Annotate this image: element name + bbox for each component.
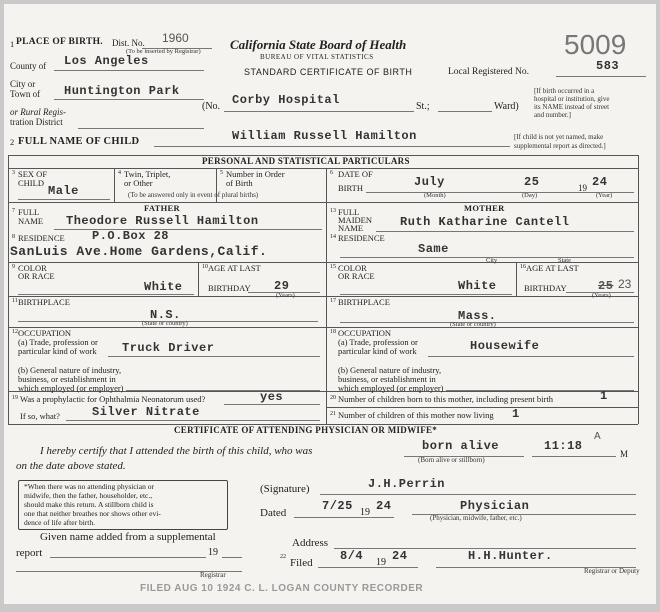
field-number-10: 10 xyxy=(202,264,208,270)
dist-no-value: 1960 xyxy=(162,31,189,45)
mother-name-label-1: FULL xyxy=(338,207,360,217)
mother-birthplace: Mass. xyxy=(458,309,497,323)
month-caption: (Month) xyxy=(424,192,446,199)
registrar-caption: Registrar xyxy=(200,571,226,579)
mother-occupation-label: OCCUPATION xyxy=(338,328,392,338)
date-label-1: DATE OF xyxy=(338,169,373,179)
hospital-note-4: and number.] xyxy=(534,111,571,119)
mother-years-caption: (Years) xyxy=(592,292,611,299)
sex-value: Male xyxy=(48,184,79,198)
mother-birthday-label: BIRTHDAY xyxy=(524,283,567,293)
field-number-21: 21 xyxy=(330,411,336,417)
father-occ-b-3: which employed (or employer) xyxy=(18,383,124,393)
rural-label-2: tration District xyxy=(10,117,63,127)
birth-year-prefix: 19 xyxy=(578,183,587,193)
father-name-label-2: NAME xyxy=(18,216,44,226)
prophylactic-what: Silver Nitrate xyxy=(92,405,200,419)
mother-occ-b-1: (b) General nature of industry, xyxy=(338,365,442,375)
father-birthday-label: BIRTHDAY xyxy=(208,283,251,293)
mother-name: Ruth Katharine Cantell xyxy=(400,215,570,229)
father-residence-label: RESIDENCE xyxy=(18,233,65,243)
father-occ-a-1: (a) Trade, profession or xyxy=(18,337,98,347)
mother-occ-b-3: which employed (or employer) xyxy=(338,383,444,393)
hospital-note-1: [If birth occurred in a xyxy=(534,87,595,95)
children-living-label: Number of children of this mother now living xyxy=(338,410,494,420)
father-occ-b-2: business, or establishment in xyxy=(18,374,116,384)
order-label-1: Number in Order xyxy=(226,169,285,179)
field-number-13: 13 xyxy=(330,208,336,214)
mother-name-label-3: NAME xyxy=(338,223,364,233)
agency-title: California State Board of Health xyxy=(230,37,407,52)
father-state-caption: (State or country) xyxy=(142,320,188,327)
certificate-title: CERTIFICATE OF ATTENDING PHYSICIAN OR MIDWIFE* xyxy=(174,425,438,435)
field-number-16: 16 xyxy=(520,264,526,270)
father-residence-line2: SanLuis Ave.Home Gardens,Calif. xyxy=(10,244,268,259)
full-name-child-label: FULL NAME OF CHILD xyxy=(18,136,140,147)
father-age: 29 xyxy=(274,279,290,293)
father-residence-line1: P.O.Box 28 xyxy=(92,229,170,243)
place-of-birth-label: PLACE OF BIRTH. xyxy=(16,37,103,47)
prophylactic-what-label: If so, what? xyxy=(20,411,60,421)
certifier-title-caption: (Physician, midwife, father, etc.) xyxy=(430,514,522,522)
local-registered-label: Local Registered No. xyxy=(448,67,529,77)
ward-label: Ward) xyxy=(494,101,519,112)
sex-label-2: CHILD xyxy=(18,178,44,188)
certificate-statement-2: on the date above stated. xyxy=(16,460,126,472)
year-caption: (Year) xyxy=(596,192,613,199)
field-number-14: 14 xyxy=(330,234,336,240)
father-occupation: Truck Driver xyxy=(122,341,215,355)
mother-age-struck: 25 xyxy=(598,279,614,293)
mother-occ-b-2: business, or establishment in xyxy=(338,374,436,384)
certificate-note-1: *When there was no attending physician or xyxy=(24,482,154,491)
date-label-2: BIRTH xyxy=(338,183,363,193)
sex-label-1: SEX OF xyxy=(18,169,48,179)
filing-stamp: FILED AUG 10 1924 C. L. LOGAN COUNTY RECORDER xyxy=(140,583,424,594)
certificate-note-4: one that neither breathes nor shows other evi- xyxy=(24,509,161,518)
field-number-12: 12 xyxy=(12,329,18,335)
st-label: St.; xyxy=(416,101,430,112)
stamp-number: 5009 xyxy=(564,29,627,60)
dist-no-label: Dist. No. xyxy=(112,38,145,48)
children-born-label: Number of children born to this mother, including present birth xyxy=(338,394,553,404)
county-label: County of xyxy=(10,61,47,71)
father-occupation-label: OCCUPATION xyxy=(18,328,72,338)
father-years-caption: (Years) xyxy=(276,292,295,299)
twin-label-2: or Other xyxy=(124,178,153,188)
field-number-7: 7 xyxy=(12,208,15,214)
birth-year: 24 xyxy=(592,175,608,189)
order-label-2: of Birth xyxy=(226,178,253,188)
local-registered-value: 583 xyxy=(596,59,620,73)
father-age-label: AGE AT LAST xyxy=(208,263,261,273)
field-number-18: 18 xyxy=(330,329,336,335)
mother-color: White xyxy=(458,279,497,293)
signature-value: J.H.Perrin xyxy=(368,477,446,491)
mother-residence-label: RESIDENCE xyxy=(338,233,385,243)
rural-label-1: or Rural Regis- xyxy=(10,107,66,117)
mother-state-caption: State xyxy=(558,257,571,264)
father-birthplace-label: BIRTHPLACE xyxy=(18,297,70,307)
mother-birthplace-label: BIRTHPLACE xyxy=(338,297,390,307)
father-header: FATHER xyxy=(144,203,180,213)
filed-value: 8/4 xyxy=(340,549,364,563)
dated-label: Dated xyxy=(260,507,287,519)
father-name-label-1: FULL xyxy=(18,207,40,217)
field-number-22: 22 xyxy=(280,554,286,560)
particulars-title: PERSONAL AND STATISTICAL PARTICULARS xyxy=(202,156,410,166)
field-number-6: 6 xyxy=(330,170,333,176)
field-number-9: 9 xyxy=(12,264,15,270)
prophylactic-answer: yes xyxy=(260,390,284,404)
name-note-2: supplemental report as directed.] xyxy=(514,142,606,150)
form-title: STANDARD CERTIFICATE OF BIRTH xyxy=(244,67,413,77)
birth-certificate-page xyxy=(4,4,656,604)
born-status: born alive xyxy=(422,439,500,453)
supplemental-year-prefix: 19 xyxy=(208,547,218,558)
county-value: Los Angeles xyxy=(64,54,149,68)
field-number-4: 4 xyxy=(118,170,121,176)
registrar-deputy-caption: Registrar or Deputy xyxy=(584,567,640,575)
father-color-label-1: COLOR xyxy=(18,263,47,273)
day-caption: (Day) xyxy=(522,192,538,199)
city-value: Huntington Park xyxy=(64,84,180,98)
twin-label-1: Twin, Triplet, xyxy=(124,169,171,179)
born-caption: (Born alive or stillborn) xyxy=(418,456,485,464)
field-number-15: 15 xyxy=(330,264,336,270)
signature-label: (Signature) xyxy=(260,483,310,495)
filed-label: Filed xyxy=(290,557,313,569)
dated-year-prefix: 19 xyxy=(360,507,370,518)
registrar-signature: H.H.Hunter. xyxy=(468,549,553,563)
no-label: (No. xyxy=(202,101,221,112)
field-number-20: 20 xyxy=(330,395,336,401)
certifier-title: Physician xyxy=(460,499,530,513)
birth-day: 25 xyxy=(524,175,540,189)
field-number-5: 5 xyxy=(220,170,223,176)
mother-occ-a-1: (a) Trade, profession or xyxy=(338,337,418,347)
town-label: Town of xyxy=(10,89,41,99)
dist-no-note: (To be inserted by Registrar) xyxy=(126,48,201,55)
city-label: City or xyxy=(10,79,36,89)
birth-time: 11:18 xyxy=(544,439,583,453)
filed-year: 24 xyxy=(392,549,408,563)
address-label: Address xyxy=(292,537,329,549)
dated-year: 24 xyxy=(376,499,392,513)
prophylactic-question: Was a prophylactic for Ophthalmia Neonatorum used? xyxy=(20,394,206,404)
field-number-1: 1 xyxy=(10,39,15,49)
full-name-child-value: William Russell Hamilton xyxy=(232,129,417,143)
father-birthplace: N.S. xyxy=(150,308,181,322)
supplemental-line-2: report xyxy=(16,547,43,559)
father-color-label-2: OR RACE xyxy=(18,271,55,281)
bureau-title: BUREAU OF VITAL STATISTICS xyxy=(260,53,374,61)
birth-month: July xyxy=(414,175,445,189)
mother-city-caption: City xyxy=(486,257,498,264)
hospital-note-3: its NAME instead of street xyxy=(534,103,610,111)
mother-header: MOTHER xyxy=(464,203,505,213)
mother-color-label-1: COLOR xyxy=(338,263,367,273)
plural-note: (To be answered only in event of plural births) xyxy=(128,191,259,199)
mother-age-label: AGE AT LAST xyxy=(526,263,579,273)
mother-age: 23 xyxy=(618,277,632,291)
field-number-11: 11 xyxy=(12,298,18,304)
supplemental-line-1: Given name added from a supplemental xyxy=(40,531,216,543)
birth-time-am: A xyxy=(594,431,601,442)
field-number-19: 19 xyxy=(12,395,18,401)
father-occ-b-1: (b) General nature of industry, xyxy=(18,365,122,375)
father-color: White xyxy=(144,280,183,294)
mother-residence-value: Same xyxy=(418,242,449,256)
certificate-note-3: should make this return. A stillborn child is xyxy=(24,500,154,509)
street-value: Corby Hospital xyxy=(232,93,340,107)
field-number-2: 2 xyxy=(10,137,15,147)
field-number-8: 8 xyxy=(12,234,15,240)
father-name: Theodore Russell Hamilton xyxy=(66,214,259,228)
mother-occ-a-2: particular kind of work xyxy=(338,346,417,356)
field-number-3: 3 xyxy=(12,170,15,176)
mother-name-label-2: MAIDEN xyxy=(338,215,372,225)
birth-time-m: M xyxy=(620,449,629,459)
dated-value: 7/25 xyxy=(322,499,353,513)
hospital-note-2: hospital or institution, give xyxy=(534,95,610,103)
certificate-note-5: dence of life after birth. xyxy=(24,518,96,527)
name-note-1: [If child is not yet named, make xyxy=(514,133,604,141)
father-occ-a-2: particular kind of work xyxy=(18,346,97,356)
certificate-statement-1: I hereby certify that I attended the birth of this child, who was xyxy=(40,445,313,457)
mother-color-label-2: OR RACE xyxy=(338,271,375,281)
children-born: 1 xyxy=(600,389,608,403)
children-living: 1 xyxy=(512,407,520,421)
field-number-17: 17 xyxy=(330,298,336,304)
mother-country-caption: (State or country) xyxy=(450,321,496,328)
certificate-note-2: midwife, then the father, householder, etc., xyxy=(24,491,153,500)
filed-year-prefix: 19 xyxy=(376,557,386,568)
mother-occupation: Housewife xyxy=(470,339,540,353)
